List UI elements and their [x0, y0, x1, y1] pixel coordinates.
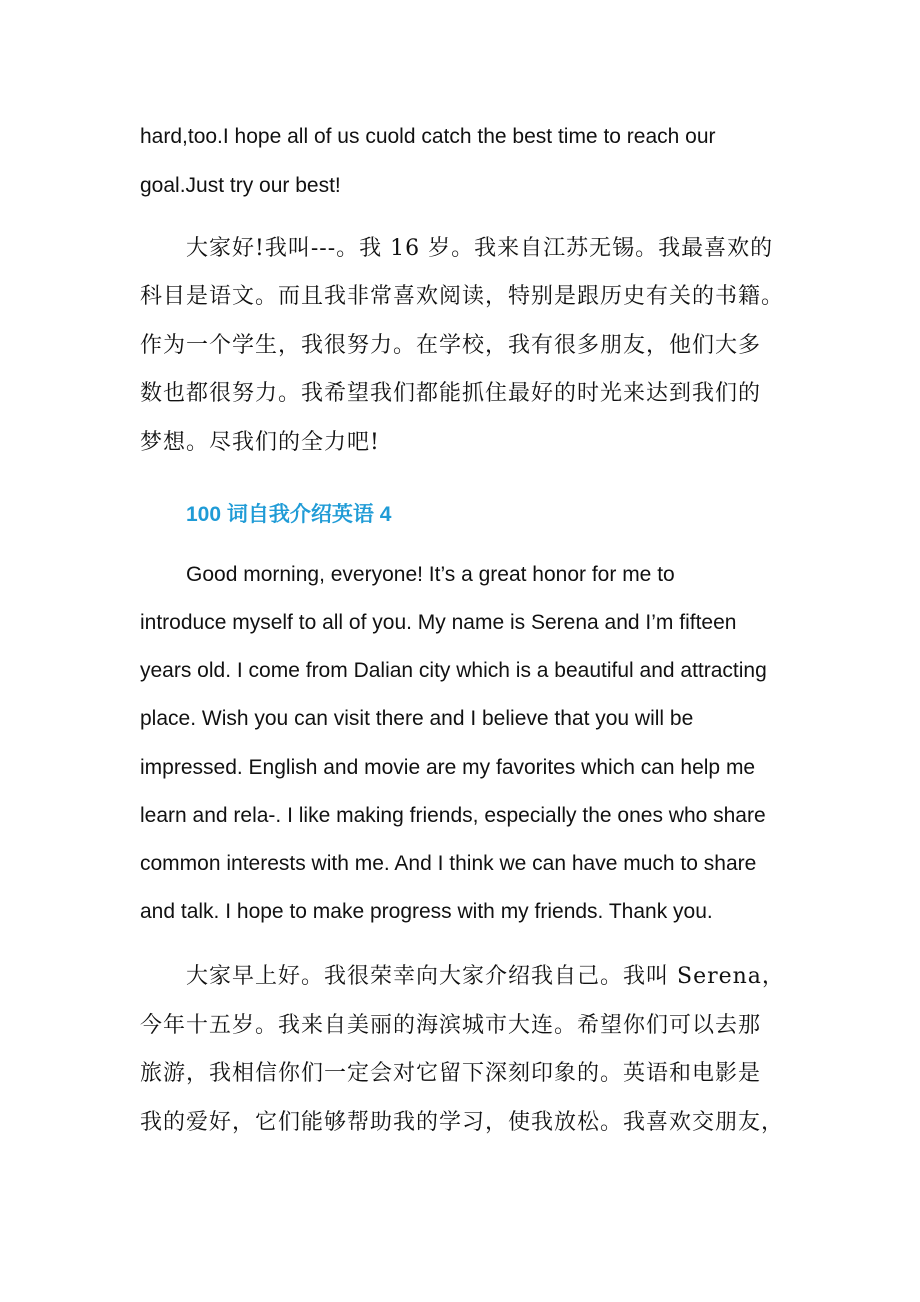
section-heading: 100 词自我介绍英语 4 — [186, 503, 392, 526]
chinese-paragraph-line: 今年十五岁。我来自美丽的海滨城市大连。希望你们可以去那 — [140, 1013, 762, 1038]
chinese-paragraph-line: 数也都很努力。我希望我们都能抓住最好的时光来达到我们的 — [140, 381, 762, 406]
chinese-paragraph-line: 大家好!我叫---。我 16 岁。我来自江苏无锡。我最喜欢的 — [186, 236, 774, 261]
chinese-paragraph-line: 科目是语文。而且我非常喜欢阅读，特别是跟历史有关的书籍。 — [140, 284, 785, 309]
chinese-paragraph-line: 大家早上好。我很荣幸向大家介绍我自己。我叫 Serena， — [186, 964, 785, 989]
chinese-paragraph-line: 梦想。尽我们的全力吧! — [140, 430, 380, 455]
chinese-paragraph-line: 我的爱好，它们能够帮助我的学习，使我放松。我喜欢交朋友， — [140, 1110, 785, 1135]
english-paragraph-line: years old. I come from Dalian city which is a beautiful and attracting — [140, 659, 767, 682]
english-paragraph-line: place. Wish you can visit there and I believe that you will be — [140, 707, 694, 730]
chinese-paragraph-line: 旅游，我相信你们一定会对它留下深刻印象的。英语和电影是 — [140, 1061, 762, 1086]
english-paragraph-line: learn and rela-. I like making friends, especially the ones who share — [140, 804, 766, 827]
chinese-paragraph-line: 作为一个学生，我很努力。在学校，我有很多朋友，他们大多 — [140, 333, 762, 358]
english-paragraph-line: Good morning, everyone! It’s a great honor for me to — [186, 563, 675, 586]
english-paragraph-line: goal.Just try our best! — [140, 174, 341, 197]
english-paragraph-line: hard,too.I hope all of us cuold catch the best time to reach our — [140, 125, 716, 148]
english-paragraph-line: and talk. I hope to make progress with my friends. Thank you. — [140, 900, 713, 923]
english-paragraph-line: common interests with me. And I think we can have much to share — [140, 852, 757, 875]
english-paragraph-line: introduce myself to all of you. My name is Serena and I’m fifteen — [140, 611, 737, 634]
english-paragraph-line: impressed. English and movie are my favorites which can help me — [140, 756, 756, 779]
